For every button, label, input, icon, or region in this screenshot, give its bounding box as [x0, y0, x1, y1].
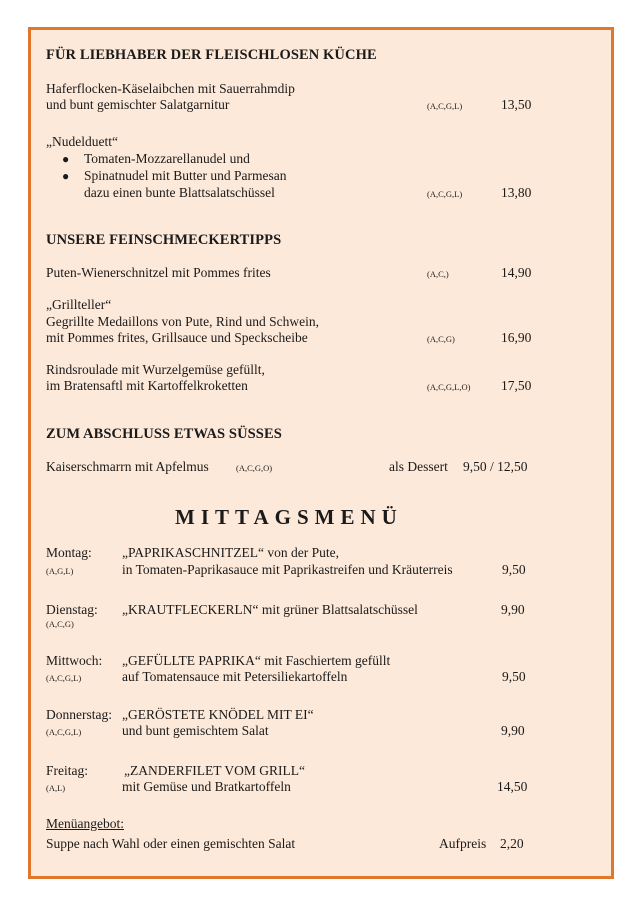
dish-line: Puten-Wienerschnitzel mit Pommes frites	[46, 265, 271, 280]
allergen-codes: (A,C,G)	[427, 334, 455, 344]
bullet-icon: ●	[62, 152, 70, 166]
dish-line: und bunt gemischtem Salat	[122, 723, 269, 738]
dish-line: „GEFÜLLTE PAPRIKA“ mit Faschiertem gefüllt	[122, 653, 391, 668]
weekday-label: Montag:	[46, 545, 92, 560]
dish-line: „PAPRIKASCHNITZEL“ von der Pute,	[122, 545, 339, 560]
section-heading-dessert: ZUM ABSCHLUSS ETWAS SÜSSES	[46, 426, 282, 442]
allergen-codes: (A,C,)	[427, 269, 449, 279]
allergen-codes: (A,C,G,L)	[46, 727, 82, 737]
surcharge-label: Aufpreis	[439, 836, 487, 851]
surcharge-price: 2,20	[500, 836, 524, 851]
dish-line: „Nudelduett“	[46, 134, 118, 149]
dish-line: Spinatnudel mit Butter und Parmesan	[84, 168, 287, 183]
dish-line: in Tomaten-Paprikasauce mit Paprikastreifen und Kräuterreis	[122, 562, 453, 577]
dish-line: und bunt gemischter Salatgarnitur	[46, 97, 230, 112]
section-heading-vegetarian: FÜR LIEBHABER DER FLEISCHLOSEN KÜCHE	[46, 47, 377, 63]
allergen-codes: (A,C,G,L,O)	[427, 382, 471, 392]
dish-price: 9,90	[501, 602, 525, 617]
section-heading-gourmet: UNSERE FEINSCHMECKERTIPPS	[46, 232, 282, 248]
dish-price: 13,80	[501, 185, 532, 200]
dessert-note: als Dessert	[389, 459, 448, 474]
weekday-label: Mittwoch:	[46, 653, 103, 668]
dish-price: 16,90	[501, 330, 532, 345]
allergen-codes: (A,G,L)	[46, 566, 74, 576]
weekday-label: Dienstag:	[46, 602, 98, 617]
dish-line: Tomaten-Mozzarellanudel und	[84, 151, 250, 166]
dish-line: Haferflocken-Käselaibchen mit Sauerrahmdip	[46, 81, 295, 96]
dish-price: 14,50	[497, 779, 528, 794]
dish-line: „Grillteller“	[46, 297, 112, 312]
dish-line: mit Gemüse und Bratkartoffeln	[122, 779, 291, 794]
dish-price: 14,90	[501, 265, 532, 280]
dish-price: 13,50	[501, 97, 532, 112]
menu-offer-label: Menüangebot:	[46, 816, 124, 831]
allergen-codes: (A,C,G,O)	[236, 463, 273, 473]
allergen-codes: (A,L)	[46, 783, 66, 793]
dish-price: 9,50	[502, 669, 526, 684]
dish-line: Rindsroulade mit Wurzelgemüse gefüllt,	[46, 362, 265, 377]
dish-line: im Bratensaftl mit Kartoffelkroketten	[46, 378, 248, 393]
dish-line: Gegrillte Medaillons von Pute, Rind und Schwein,	[46, 314, 319, 329]
dish-line: Kaiserschmarrn mit Apfelmus	[46, 459, 209, 474]
weekday-label: Freitag:	[46, 763, 88, 778]
dish-price: 9,50	[502, 562, 526, 577]
allergen-codes: (A,C,G,L)	[46, 673, 82, 683]
bullet-icon: ●	[62, 169, 70, 183]
dish-line: auf Tomatensauce mit Petersiliekartoffeln	[122, 669, 348, 684]
allergen-codes: (A,C,G)	[46, 619, 74, 629]
allergen-codes: (A,C,G,L)	[427, 189, 463, 199]
dish-price: 9,90	[501, 723, 525, 738]
weekday-label: Donnerstag:	[46, 707, 112, 722]
dish-price: 17,50	[501, 378, 532, 393]
allergen-codes: (A,C,G,L)	[427, 101, 463, 111]
dish-line: dazu einen bunte Blattsalatschüssel	[84, 185, 275, 200]
dish-line: mit Pommes frites, Grillsauce und Speckscheibe	[46, 330, 308, 345]
dish-line: „KRAUTFLECKERLN“ mit grüner Blattsalatschüssel	[122, 602, 418, 617]
dish-line: „ZANDERFILET VOM GRILL“	[124, 763, 305, 778]
dish-line: „GERÖSTETE KNÖDEL MIT EI“	[122, 707, 314, 722]
lunch-menu-title: MITTAGSMENÜ	[175, 505, 403, 529]
dish-price: 9,50 / 12,50	[463, 459, 528, 474]
menu-offer-text: Suppe nach Wahl oder einen gemischten Salat	[46, 836, 296, 851]
